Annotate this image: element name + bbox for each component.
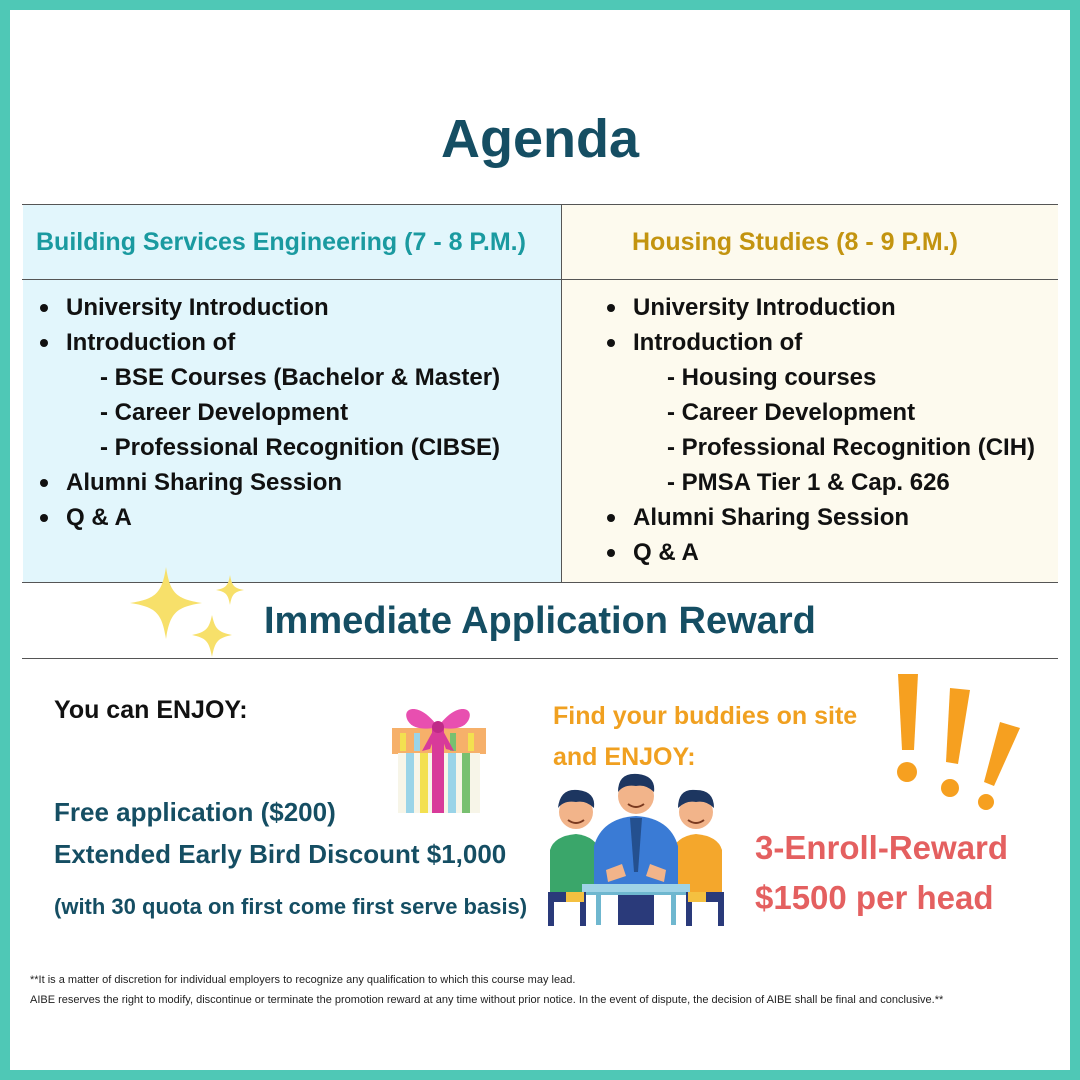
gift-icon xyxy=(384,693,494,818)
footnote-line-2: AIBE reserves the right to modify, discontinue or terminate the promotion reward at any time without prior notice. In the event of dispute, the decision of AIBE shall be final and conclusive.** xyxy=(30,994,944,1006)
agenda-item xyxy=(603,325,1035,360)
agenda-item xyxy=(36,325,500,360)
buddies-line-2: and ENJOY: xyxy=(553,743,696,771)
agenda-item xyxy=(36,465,500,500)
agenda-sub-item: - Professional Recognition (CIBSE) xyxy=(100,434,501,461)
agenda-item-label: University Introduction xyxy=(633,294,896,321)
bse-heading: Building Services Engineering (7 - 8 P.M.) xyxy=(36,228,526,256)
agenda-sub-item: - Career Development xyxy=(100,399,349,426)
bullet-icon xyxy=(607,549,615,557)
agenda-item-label: Introduction of xyxy=(66,329,236,356)
early-bird-text: Extended Early Bird Discount $1,000 xyxy=(54,839,507,869)
table-top-line xyxy=(22,204,1058,205)
agenda-item-label: Alumni Sharing Session xyxy=(633,504,910,531)
reward-divider xyxy=(22,658,1058,659)
footnote xyxy=(30,970,943,1010)
agenda-sub-item: - Career Development xyxy=(667,399,916,426)
housing-heading: Housing Studies (8 - 9 P.M.) xyxy=(632,228,958,256)
buddies-line-1: Find your buddies on site xyxy=(553,702,858,730)
enroll-reward-line-2: $1500 per head xyxy=(755,879,994,916)
agenda-sub-item: - Professional Recognition (CIH) xyxy=(667,434,1036,461)
bullet-icon xyxy=(40,479,48,487)
agenda-item-label: University Introduction xyxy=(66,294,329,321)
agenda-item-label: Q & A xyxy=(66,504,132,531)
enroll-reward-line-1: 3-Enroll-Reward xyxy=(755,829,1009,866)
agenda-item-label: Alumni Sharing Session xyxy=(66,469,343,496)
agenda-item xyxy=(603,290,1035,325)
people-meeting-illustration xyxy=(546,772,726,927)
sparkle-icon xyxy=(130,565,250,665)
exclamation-marks-icon xyxy=(880,668,1030,813)
agenda-item xyxy=(36,500,500,535)
agenda-item xyxy=(603,535,1035,570)
agenda-sub-item: - Housing courses xyxy=(667,364,877,391)
bullet-icon xyxy=(607,304,615,312)
free-application-text: Free application ($200) xyxy=(54,797,336,827)
footnote-line-1: **It is a matter of discretion for individual employers to recognize any qualification to which this course may lead. xyxy=(30,974,576,986)
agenda-sub-item: - PMSA Tier 1 & Cap. 626 xyxy=(667,469,950,496)
bullet-icon xyxy=(40,514,48,522)
bullet-icon xyxy=(607,514,615,522)
table-divider xyxy=(561,204,562,582)
table-header-line xyxy=(22,279,1058,280)
reward-title: Immediate Application Reward xyxy=(264,600,816,642)
agenda-sub-item: - BSE Courses (Bachelor & Master) xyxy=(100,364,501,391)
bullet-icon xyxy=(40,304,48,312)
bullet-icon xyxy=(40,339,48,347)
agenda-item xyxy=(36,290,500,325)
you-can-enjoy-label: You can ENJOY: xyxy=(54,696,248,724)
agenda-item xyxy=(603,500,1035,535)
enroll-reward-text xyxy=(755,823,1008,923)
buddies-text xyxy=(553,696,857,778)
agenda-item-label: Introduction of xyxy=(633,329,803,356)
agenda-item-label: Q & A xyxy=(633,539,699,566)
housing-agenda-list xyxy=(603,290,1035,570)
bse-agenda-list xyxy=(36,290,500,535)
page-title: Agenda xyxy=(440,109,640,169)
quota-note: (with 30 quota on first come first serve basis) xyxy=(54,894,528,919)
bullet-icon xyxy=(607,339,615,347)
